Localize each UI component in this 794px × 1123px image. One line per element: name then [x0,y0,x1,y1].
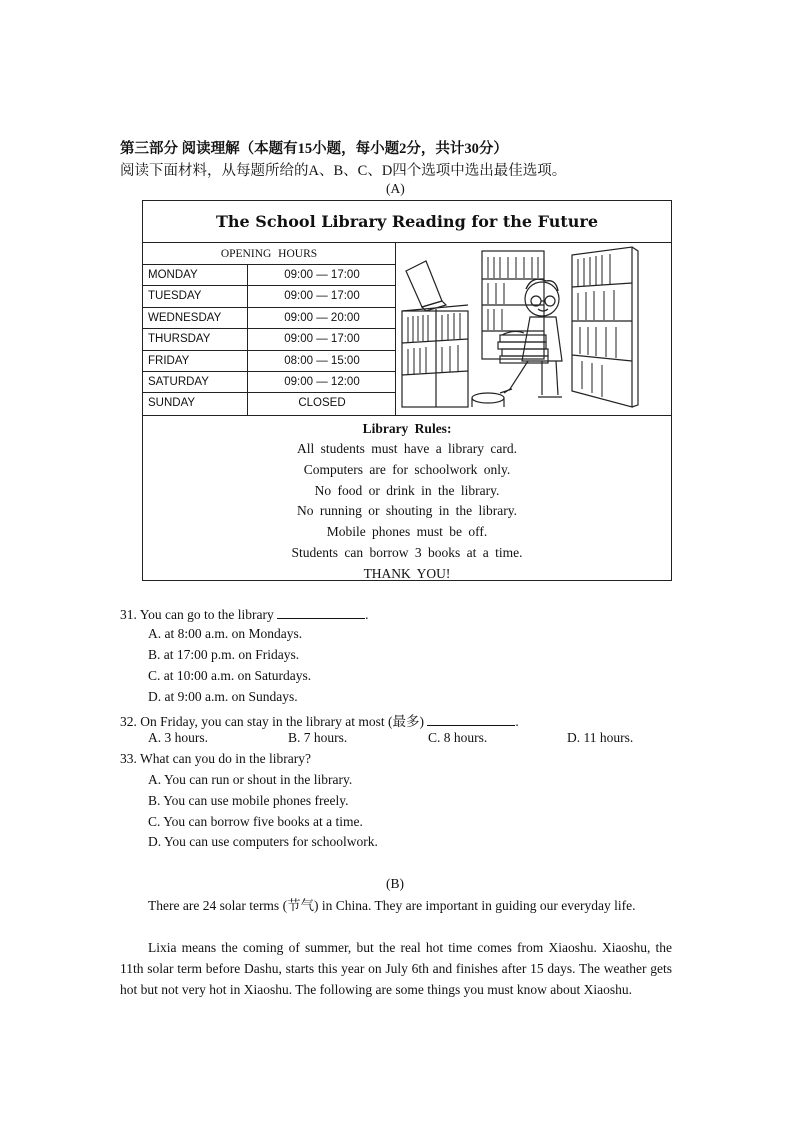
hours-time: 08:00 — 15:00 [247,351,396,371]
hours-day: WEDNESDAY [148,311,222,324]
library-rules [143,415,671,580]
option: C. 8 hours. [428,730,488,745]
question-32-stem: 32. On Friday, you can stay in the library at most (最多) . [120,714,519,729]
rule-thank-you: THANK YOU! [363,565,451,581]
question-31-stem: 31. You can go to the library . [120,607,369,622]
hours-row [143,351,395,372]
passage-b-paragraph: Lixia means the coming of summer, but the real hot time comes from Xiaoshu. Xiaoshu, the 11th solar term before Dashu, starts this year on July 6th and finishes after 15 days. The weather gets hot but not very hot in Xiaoshu. The following are some things you must know about Xiaoshu. [120,940,672,997]
option: A. at 8:00 a.m. on Mondays. [148,626,303,641]
poster-title: The School Library Reading for the Future [143,201,671,243]
hours-day: FRIDAY [148,354,190,367]
rule-item: Computers are for schoolwork only. [303,461,511,477]
hours-row [143,308,395,329]
opening-hours-table [143,243,396,415]
hours-time: 09:00 — 17:00 [247,265,396,285]
answer-blank [277,606,365,619]
option: C. at 10:00 a.m. on Saturdays. [148,668,312,683]
hours-row [143,265,395,286]
opening-hours-header: OPENING HOURS [143,243,395,265]
hours-row [143,372,395,393]
hours-time: 09:00 — 17:00 [247,286,396,306]
hours-time: CLOSED [247,393,396,414]
hours-time: 09:00 — 20:00 [247,308,396,328]
passage-a-label: (A) [386,181,405,196]
option: A. 3 hours. [148,730,208,745]
rule-item: Students can borrow 3 books at a time. [291,544,523,560]
section-instruction: 阅读下面材料，从每题所给的A、B、C、D四个选项中选出最佳选项。 [120,163,567,179]
option: B. You can use mobile phones freely. [148,793,349,808]
hours-row [143,286,395,307]
rule-item: No running or shouting in the library. [297,503,517,519]
hours-row [143,393,395,414]
rule-item: No food or drink in the library. [314,482,500,498]
rules-title: Library Rules: [362,421,452,436]
question-text: 31. You can go to the library [120,607,274,622]
hours-row [143,329,395,350]
option: B. at 17:00 p.m. on Fridays. [148,647,300,662]
library-illustration [396,243,671,415]
boy-with-books-illustration [396,243,671,415]
hours-day: SATURDAY [148,375,209,388]
option: D. 11 hours. [567,730,634,745]
passage-b-paragraph: There are 24 solar terms (节气) in China. They are important in guiding our everyday life. [148,898,636,913]
rule-item: Mobile phones must be off. [326,524,488,540]
hours-day: SUNDAY [148,397,196,410]
section-title: 第三部分 阅读理解（本题有15小题，每小题2分，共计30分） [120,141,508,157]
rule-item: All students must have a library card. [296,441,518,456]
question-text: 32. On Friday, you can stay in the library at most (最多) [120,714,424,729]
option: D. You can use computers for schoolwork. [148,834,378,849]
option: D. at 9:00 a.m. on Sundays. [148,689,298,704]
hours-time: 09:00 — 12:00 [247,372,396,392]
option: C. You can borrow five books at a time. [148,814,363,829]
passage-b-label: (B) [386,876,404,891]
hours-day: TUESDAY [148,290,202,303]
option: A. You can run or shout in the library. [148,772,353,787]
hours-time: 09:00 — 17:00 [247,329,396,349]
hours-day: MONDAY [148,269,198,281]
question-33-stem: 33. What can you do in the library? [120,751,311,766]
answer-blank [427,713,515,726]
library-poster [142,200,672,581]
hours-day: THURSDAY [148,333,211,346]
option: B. 7 hours. [288,730,348,745]
